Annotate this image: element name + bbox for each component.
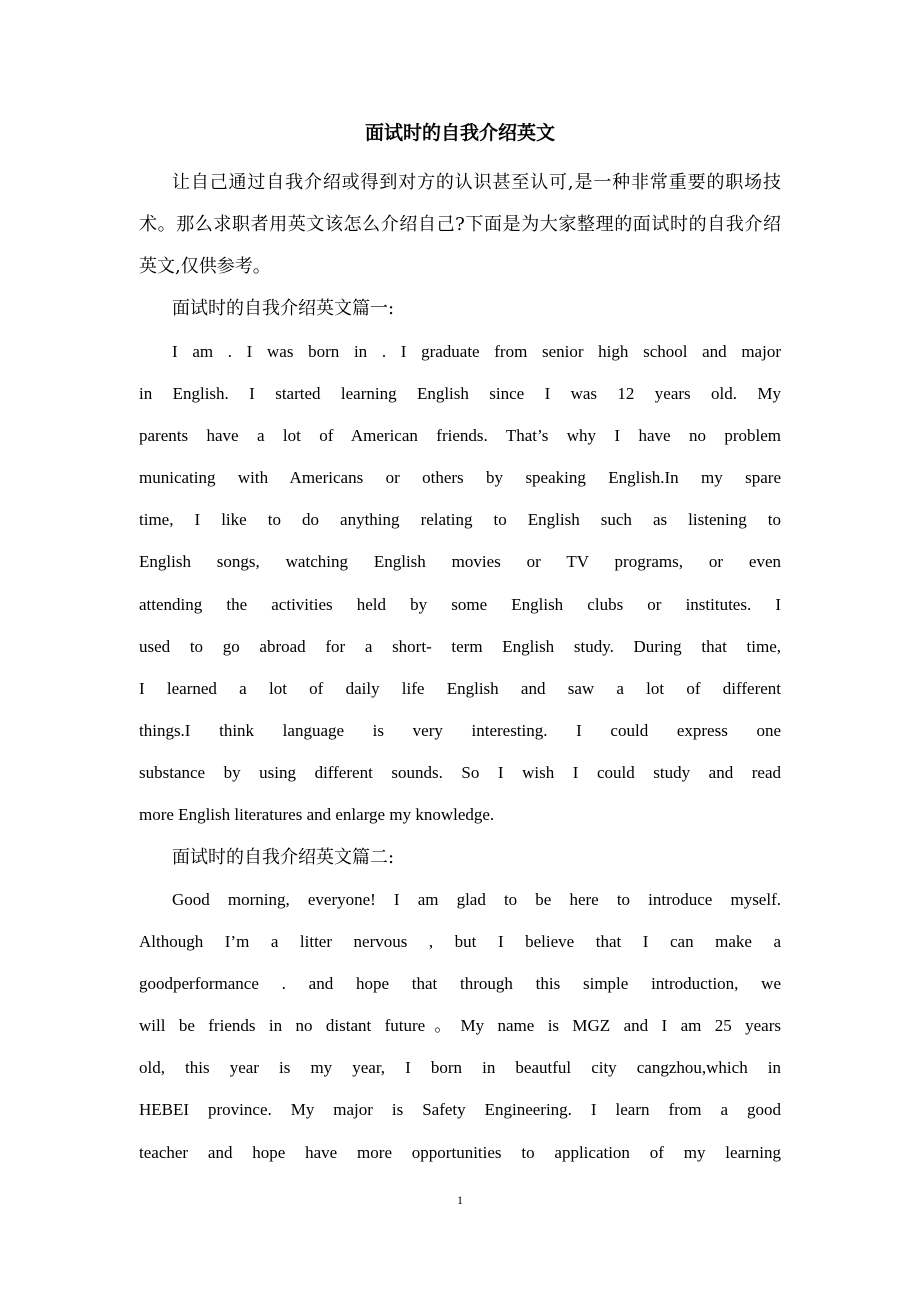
text-line: will be friends in no distant future。My name is MGZ and I am 25 years — [139, 1016, 781, 1036]
text-line: municating with Americans or others by speaking English.In my spare — [139, 468, 781, 488]
text-line: English songs, watching English movies or TV programs, or even — [139, 552, 781, 572]
text-line: 让自己通过自我介绍或得到对方的认识甚至认可,是一种非常重要的职场技 — [172, 172, 781, 193]
text-line: teacher and hope have more opportunities to application of my learning — [139, 1142, 781, 1162]
text-line: I am . I was born in . I graduate from senior high school and major — [172, 341, 781, 361]
text-line: old, this year is my year, I born in beautful city cangzhou,which in — [139, 1058, 781, 1078]
section-1-heading: 面试时的自我介绍英文篇一: — [172, 298, 395, 320]
text-line: in English. I started learning English since I was 12 years old. My — [139, 383, 781, 403]
section-2-heading: 面试时的自我介绍英文篇二: — [172, 846, 395, 868]
text-line: parents have a lot of American friends. That’s why I have no problem — [139, 425, 781, 445]
text-line: things.I think language is very interesting. I could express one — [139, 721, 781, 741]
page-number: 1 — [457, 1193, 463, 1207]
text-line: more English literatures and enlarge my knowledge. — [139, 805, 495, 825]
text-line: Although I’m a litter nervous , but I believe that I can make a — [139, 931, 781, 951]
text-line: I learned a lot of daily life English and saw a lot of different — [139, 678, 781, 698]
text-line: used to go abroad for a short- term English study. During that time, — [139, 636, 781, 656]
section-1-paragraph — [139, 331, 781, 837]
text-line: 术。那么求职者用英文该怎么介绍自己?下面是为大家整理的面试时的自我介绍 — [139, 214, 781, 236]
text-line: HEBEI province. My major is Safety Engineering. I learn from a good — [139, 1100, 781, 1120]
text-line: time, I like to do anything relating to English such as listening to — [139, 510, 781, 530]
document-body — [139, 162, 781, 1174]
text-line: 英文,仅供参考。 — [139, 256, 271, 278]
text-line: attending the activities held by some English clubs or institutes. I — [139, 594, 781, 614]
text-line: goodperformance . and hope that through this simple introduction, we — [139, 973, 781, 993]
text-line: substance by using different sounds. So I wish I could study and read — [139, 763, 781, 783]
section-2-paragraph — [139, 879, 781, 1174]
document-title: 面试时的自我介绍英文 — [364, 122, 555, 144]
intro-paragraph — [139, 162, 781, 288]
text-line: Good morning, everyone! I am glad to be here to introduce myself. — [172, 889, 781, 909]
